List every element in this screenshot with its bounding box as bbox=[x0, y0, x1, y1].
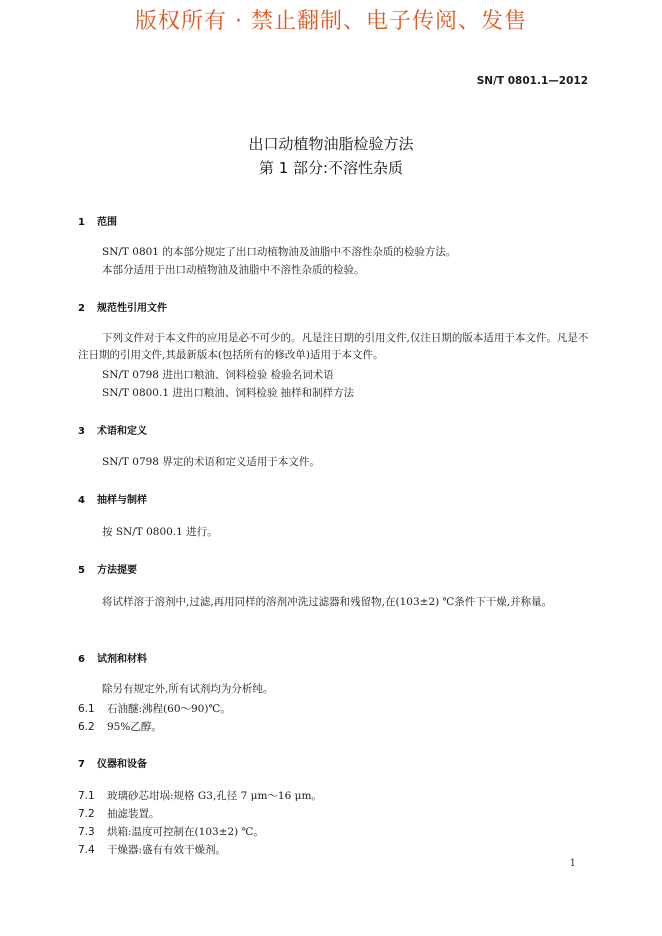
page-number: 1 bbox=[569, 858, 576, 869]
paragraph: SN/T 0801 的本部分规定了出口动植物油及油脂中不溶性杂质的检验方法。 bbox=[102, 246, 457, 258]
section-heading-normative-references bbox=[78, 299, 167, 314]
item-number: 7.2 bbox=[78, 808, 95, 820]
section-title: 试剂和材料 bbox=[97, 654, 147, 665]
item-text: 抽滤装置。 bbox=[107, 808, 160, 820]
item-number: 7.3 bbox=[78, 826, 95, 838]
section-title: 方法提要 bbox=[97, 565, 137, 576]
paragraph: 除另有规定外,所有试剂均为分析纯。 bbox=[102, 683, 274, 695]
section-title: 规范性引用文件 bbox=[97, 303, 167, 314]
section-title: 术语和定义 bbox=[97, 426, 147, 437]
section-heading-terms bbox=[78, 422, 147, 437]
reference-item: SN/T 0798 进出口粮油、饲料检验 检验名词术语 bbox=[102, 369, 334, 381]
section-heading-principle bbox=[78, 561, 137, 576]
list-item bbox=[78, 806, 160, 821]
item-number: 7.4 bbox=[78, 844, 95, 856]
item-text: 95%乙醇。 bbox=[107, 721, 162, 733]
document-subtitle: 第 1 部分:不溶性杂质 bbox=[258, 159, 404, 177]
item-text: 烘箱:温度可控制在(103±2) ℃。 bbox=[107, 826, 264, 838]
section-heading-sampling bbox=[78, 491, 147, 506]
section-number: 1 bbox=[78, 217, 85, 228]
document-title: 出口动植物油脂检验方法 bbox=[248, 135, 414, 153]
item-number: 6.2 bbox=[78, 721, 95, 733]
item-text: 石油醚:沸程(60～90)℃。 bbox=[107, 703, 231, 715]
item-number: 6.1 bbox=[78, 703, 95, 715]
list-item bbox=[78, 788, 322, 803]
section-title: 抽样与制样 bbox=[97, 495, 147, 506]
paragraph: 本部分适用于出口动植物油及油脂中不溶性杂质的检验。 bbox=[102, 264, 365, 276]
section-number: 6 bbox=[78, 654, 85, 665]
item-number: 7.1 bbox=[78, 790, 95, 802]
item-text: 玻璃砂芯坩埚:规格 G3,孔径 7 μm～16 μm。 bbox=[107, 790, 322, 802]
section-title: 仪器和设备 bbox=[97, 759, 147, 770]
section-heading-scope bbox=[78, 213, 117, 228]
standard-code: SN/T 0801.1—2012 bbox=[476, 75, 588, 87]
paragraph: 下列文件对于本文件的应用是必不可少的。凡是注日期的引用文件,仅注日期的版本适用于本文件。凡是不注日期的引用文件,其最新版本(包括所有的修改单)适用于本文件。 bbox=[78, 332, 589, 361]
paragraph: 将试样溶于溶剂中,过滤,再用同样的溶剂冲洗过滤器和残留物,在(103±2) ℃条件下干燥,并称量。 bbox=[102, 596, 553, 608]
paragraph: 按 SN/T 0800.1 进行。 bbox=[102, 526, 218, 538]
section-heading-reagents bbox=[78, 650, 147, 665]
item-text: 干燥器:盛有有效干燥剂。 bbox=[107, 844, 227, 856]
section-heading-apparatus bbox=[78, 755, 147, 770]
paragraph: SN/T 0798 界定的术语和定义适用于本文件。 bbox=[102, 456, 320, 468]
list-item bbox=[78, 824, 264, 839]
list-item bbox=[78, 701, 231, 716]
section-number: 2 bbox=[78, 303, 85, 314]
section-number: 4 bbox=[78, 495, 85, 506]
list-item bbox=[78, 842, 226, 857]
copyright-watermark: 版权所有 · 禁止翻制、电子传阅、发售 bbox=[135, 9, 527, 34]
section-number: 7 bbox=[78, 759, 85, 770]
section-number: 5 bbox=[78, 565, 85, 576]
list-item bbox=[78, 719, 162, 734]
section-number: 3 bbox=[78, 426, 85, 437]
section-title: 范围 bbox=[97, 217, 117, 228]
reference-item: SN/T 0800.1 进出口粮油、饲料检验 抽样和制样方法 bbox=[102, 387, 355, 399]
